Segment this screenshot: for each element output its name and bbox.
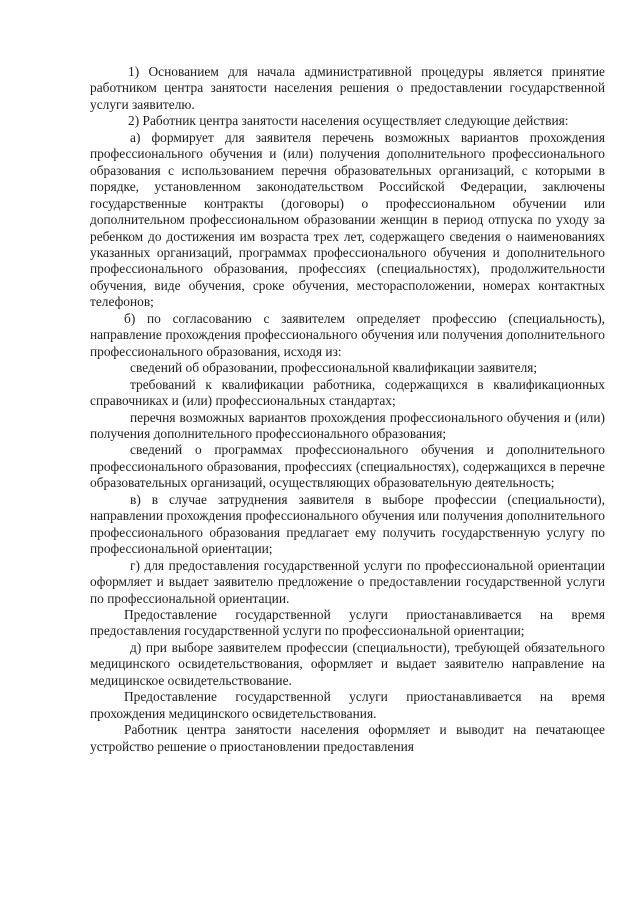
paragraph-8: сведений о программах профессионального обучения и дополнительного профессионального образования, профессиях (специальностях), содержащихся в перечне образовательных организаций, осуществляющих образовательную деятельность; xyxy=(90,442,605,491)
paragraph-12: д) при выборе заявителем профессии (специальности), требующей обязательного медицинского освидетельствования, оформляет и выдает заявителю направление на медицинское освидетельствование. xyxy=(90,639,605,688)
paragraph-2: 2) Работник центра занятости населения осуществляет следующие действия: xyxy=(128,113,569,129)
paragraph-9: в) в случае затруднения заявителя в выборе профессии (специальности), направлении прохождения профессионального обучения или получения дополнительного профессионального образования предлагает ему получить государственную услугу по профессиональной ориентации; xyxy=(90,491,605,557)
paragraph-5: сведений об образовании, профессиональной квалификации заявителя; xyxy=(130,360,538,376)
paragraph-1: 1) Основанием для начала административной процедуры является принятие работником центра занятости населения решения о предоставлении государственной услуги заявителю. xyxy=(90,64,605,112)
document-body xyxy=(90,64,605,755)
paragraph-10: г) для предоставления государственной услуги по профессиональной ориентации оформляет и выдает заявителю предложение о предоставлении государственной услуги по профессиональной ориентации. xyxy=(90,557,605,606)
paragraph-7: перечня возможных вариантов прохождения профессионального обучения и (или) получения дополнительного профессионального образования; xyxy=(90,409,605,441)
paragraph-13: Предоставление государственной услуги приостанавливается на время прохождения медицинского освидетельствования. xyxy=(90,689,605,721)
paragraph-11: Предоставление государственной услуги приостанавливается на время предоставления государственной услуги по профессиональной ориентации; xyxy=(90,606,605,639)
paragraph-14: Работник центра занятости населения оформляет и выводит на печатающее устройство решение о приостановлении предоставления xyxy=(90,722,605,754)
paragraph-3: а) формирует для заявителя перечень возможных вариантов прохождения профессионального обучения и (или) получения дополнительного профессионального образования с использованием перечня образовательных организаций, с которыми в порядке, установленном законодательством Российской Федерации, заключены государственные контракты (договоры) о профессиональном обучении или дополнительном профессиональном образовании женщин в период отпуска по уходу за ребенком до достижения им возраста трех лет, содержащего сведения о наименованиях указанных организаций, программах профессионального обучения и дополнительного профессионального образования, профессиях (специальностях), продолжительности обучения, виде обучения, сроке обучения, месторасположении, номерах контактных телефонов; xyxy=(90,129,605,310)
paragraph-6: требований к квалификации работника, содержащихся в квалификационных справочниках и (или) профессиональных стандартах; xyxy=(90,376,605,409)
paragraph-4: б) по согласованию с заявителем определяет профессию (специальность), направление прохождения профессионального обучения или получения дополнительного профессионального образования, исходя из: xyxy=(90,310,605,359)
